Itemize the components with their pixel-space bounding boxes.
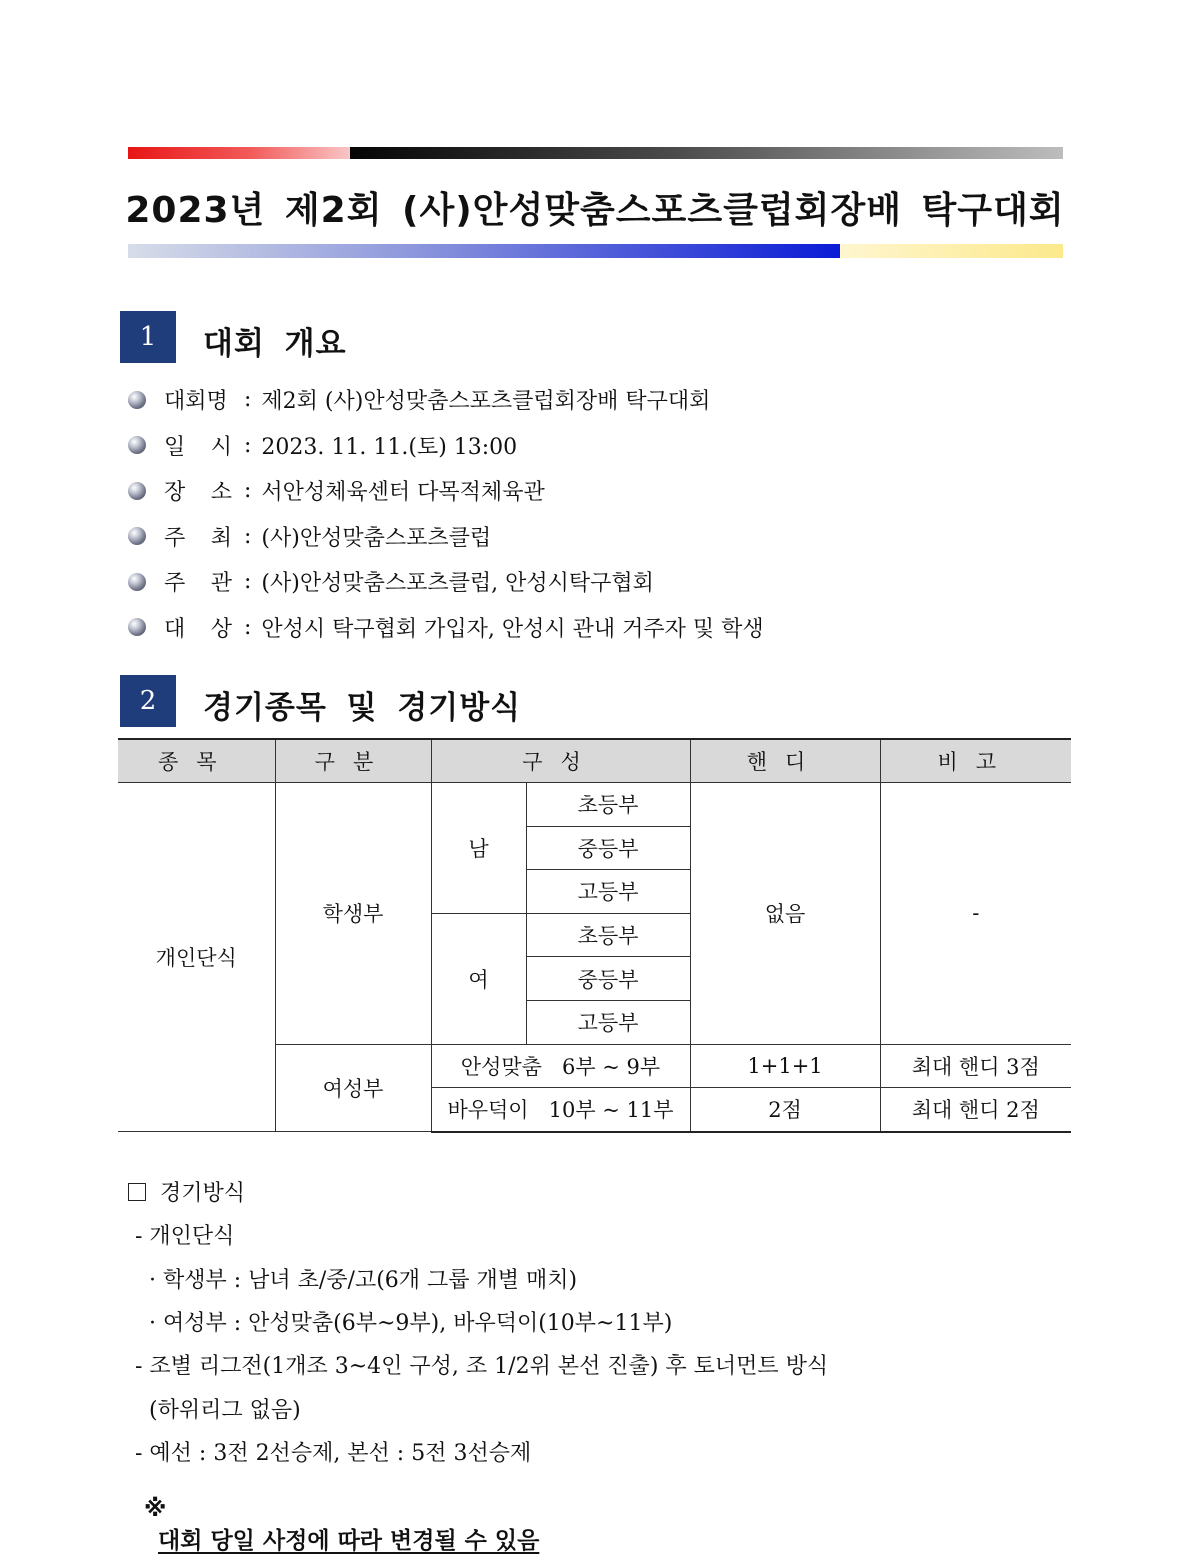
overview-label: 대 상 [164, 616, 232, 642]
overview-value: 2023. 11. 11.(토) 13:00 [261, 434, 518, 460]
notice-text: 대회 당일 사정에 따라 변경될 수 있음 [158, 1528, 540, 1554]
overview-item: 주 관 : (사)안성맞춤스포츠클럽, 안성시탁구협회 [128, 559, 764, 605]
method-line: - 조별 리그전(1개조 3~4인 구성, 조 1/2위 본선 진출) 후 토너먼트 방식 [128, 1354, 829, 1380]
bullet-ball-icon [128, 527, 146, 545]
group-cell: 초등부 [526, 783, 690, 827]
bullet-ball-icon [128, 482, 146, 500]
overview-value: 제2회 (사)안성맞춤스포츠클럽회장배 탁구대회 [261, 389, 711, 415]
women-note-cell: 최대 핸디 3점 [880, 1044, 1071, 1088]
male-cell: 남 [431, 783, 526, 914]
notice [128, 1470, 539, 1555]
overview-item: 대 상 : 안성시 탁구협회 가입자, 안성시 관내 거주자 및 학생 [128, 605, 764, 651]
document-title: 2023년 제2회 (사)안성맞춤스포츠클럽회장배 탁구대회 [125, 190, 1065, 231]
method-line: (하위리그 없음) [128, 1397, 301, 1423]
section-1-title: 대회 개요 [203, 326, 347, 362]
overview-item: 주 최 : (사)안성맞춤스포츠클럽 [128, 514, 764, 560]
overview-item: 장 소 : 서안성체육센터 다목적체육관 [128, 468, 764, 514]
group-cell: 고등부 [526, 870, 690, 914]
group-cell: 고등부 [526, 1000, 690, 1044]
method-line: · 여성부 : 안성맞춤(6부~9부), 바우덕이(10부~11부) [128, 1311, 673, 1337]
notice-mark: ※ [144, 1496, 167, 1522]
header-division: 구분 [275, 739, 431, 783]
method-line: · 학생부 : 남녀 초/중/고(6개 그룹 개별 매치) [128, 1267, 578, 1293]
bullet-ball-icon [128, 391, 146, 409]
overview-item: 대회명 : 제2회 (사)안성맞춤스포츠클럽회장배 탁구대회 [128, 377, 764, 423]
bullet-ball-icon [128, 618, 146, 636]
student-handicap-cell: 없음 [690, 783, 880, 1045]
method-heading [128, 1170, 828, 1213]
female-cell: 여 [431, 913, 526, 1044]
header-top-bar-dark [350, 147, 1063, 159]
table-row [118, 783, 1071, 827]
header-top-bar [128, 147, 1063, 159]
section-1-number: 1 [120, 311, 176, 363]
header-composition: 구성 [431, 739, 690, 783]
overview-label: 주 최 [164, 525, 232, 551]
header-bottom-bar-yellow [840, 244, 1063, 258]
checkbox-square-icon [128, 1183, 146, 1201]
header-handicap: 핸디 [690, 739, 880, 783]
overview-value: (사)안성맞춤스포츠클럽, 안성시탁구협회 [261, 571, 654, 597]
method-section [128, 1170, 828, 1473]
method-line: - 예선 : 3전 2선승제, 본선 : 5전 3선승제 [128, 1440, 532, 1466]
event-cell: 개인단식 [118, 783, 275, 1132]
overview-value: 안성시 탁구협회 가입자, 안성시 관내 거주자 및 학생 [261, 616, 764, 642]
bullet-ball-icon [128, 573, 146, 591]
section-2-title: 경기종목 및 경기방식 [203, 690, 522, 726]
student-note-cell: - [880, 783, 1071, 1045]
group-cell: 초등부 [526, 913, 690, 957]
women-composition-cell: 바우덕이 10부 ~ 11부 [431, 1088, 690, 1132]
overview-value: (사)안성맞춤스포츠클럽 [261, 525, 492, 551]
overview-label: 대회명 [164, 389, 228, 415]
method-heading-text: 경기방식 [160, 1181, 246, 1207]
women-handicap-cell: 1+1+1 [690, 1044, 880, 1088]
women-composition-cell: 안성맞춤 6부 ~ 9부 [431, 1044, 690, 1088]
overview-item: 일 시 : 2023. 11. 11.(토) 13:00 [128, 423, 764, 469]
student-division-cell: 학생부 [275, 783, 431, 1045]
method-line: - 개인단식 [128, 1224, 235, 1250]
header-event: 종목 [118, 739, 275, 783]
overview-label: 일 시 [164, 434, 232, 460]
bullet-ball-icon [128, 436, 146, 454]
header-bottom-bar [128, 244, 1063, 258]
header-bottom-bar-blue [128, 244, 840, 258]
header-top-bar-red [128, 147, 350, 159]
events-table [118, 738, 1071, 1133]
overview-value: 서안성체육센터 다목적체육관 [261, 480, 545, 506]
section-2-number: 2 [120, 675, 176, 727]
women-note-cell: 최대 핸디 2점 [880, 1088, 1071, 1132]
overview-list [128, 377, 764, 650]
women-handicap-cell: 2점 [690, 1088, 880, 1132]
header-note: 비고 [880, 739, 1071, 783]
overview-label: 주 관 [164, 571, 232, 597]
group-cell: 중등부 [526, 957, 690, 1001]
overview-label: 장 소 [164, 480, 232, 506]
women-division-cell: 여성부 [275, 1044, 431, 1132]
group-cell: 중등부 [526, 826, 690, 870]
table-header-row [118, 739, 1071, 783]
